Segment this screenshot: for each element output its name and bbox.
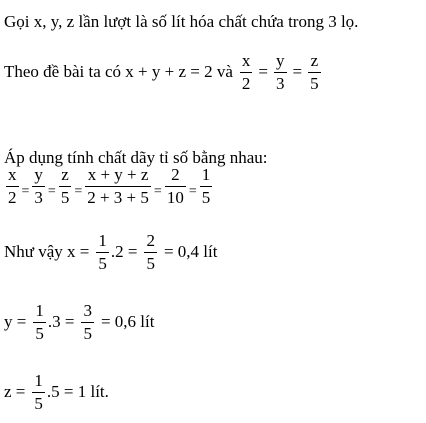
given-text: Theo đề bài ta có x + y + z = 2 và xyxy=(4,62,233,82)
result-y-middle: .3 = xyxy=(47,312,75,332)
equals-sign: = xyxy=(188,184,197,200)
equals-sign: = xyxy=(74,184,83,200)
fraction-1-over-5: $\frac{1}{5}$ xyxy=(34,371,43,413)
fraction-2-over-10: $\frac{2}{10}$ xyxy=(166,165,184,207)
result-y-line xyxy=(4,302,154,343)
result-x-prefix: Như vậy x = xyxy=(4,242,90,262)
fraction-x-over-2: $\frac{x}{2}$ xyxy=(241,51,251,93)
equals-sign: = xyxy=(153,184,162,200)
ratio-chain-line xyxy=(4,166,214,207)
result-y-prefix: y = xyxy=(4,312,27,332)
fraction-1-over-5: $\frac{1}{5}$ xyxy=(35,301,44,343)
fraction-z-over-5: $\frac{z}{5}$ xyxy=(60,165,70,207)
fraction-y-over-3: $\frac{y}{3}$ xyxy=(34,165,43,207)
result-x-line xyxy=(4,232,217,273)
result-x-value: = 0,4 lít xyxy=(163,242,218,262)
fraction-1-over-5: $\frac{1}{5}$ xyxy=(201,165,211,207)
result-z-prefix: z = xyxy=(4,382,26,402)
fraction-1-over-5: $\frac{1}{5}$ xyxy=(98,231,107,273)
intro-text: Gọi x, y, z lần lượt là số lít hóa chất chứa trong 3 lọ. xyxy=(4,12,359,31)
fraction-2-over-5: $\frac{2}{5}$ xyxy=(146,231,155,273)
equals-sign: = xyxy=(292,62,303,82)
result-x-middle: .2 = xyxy=(110,242,138,262)
fraction-z-over-5: $\frac{z}{5}$ xyxy=(310,51,319,93)
equals-sign: = xyxy=(21,184,30,200)
property-text: Áp dụng tính chất dãy tỉ số bằng nhau: xyxy=(4,148,268,167)
result-z-value: .5 = 1 lít. xyxy=(46,382,109,402)
equals-sign: = xyxy=(258,62,269,82)
fraction-y-over-3: $\frac{y}{3}$ xyxy=(276,51,285,93)
result-y-value: = 0,6 lít xyxy=(100,312,155,332)
equals-sign: = xyxy=(47,184,56,200)
given-line xyxy=(4,52,323,93)
result-z-line xyxy=(4,372,109,413)
fraction-sum: $\frac{x + y + z}{2 + 3 + 5}$ xyxy=(87,165,149,207)
fraction-3-over-5: $\frac{3}{5}$ xyxy=(83,301,92,343)
fraction-x-over-2: $\frac{x}{2}$ xyxy=(8,165,17,207)
intro-line xyxy=(4,12,358,32)
